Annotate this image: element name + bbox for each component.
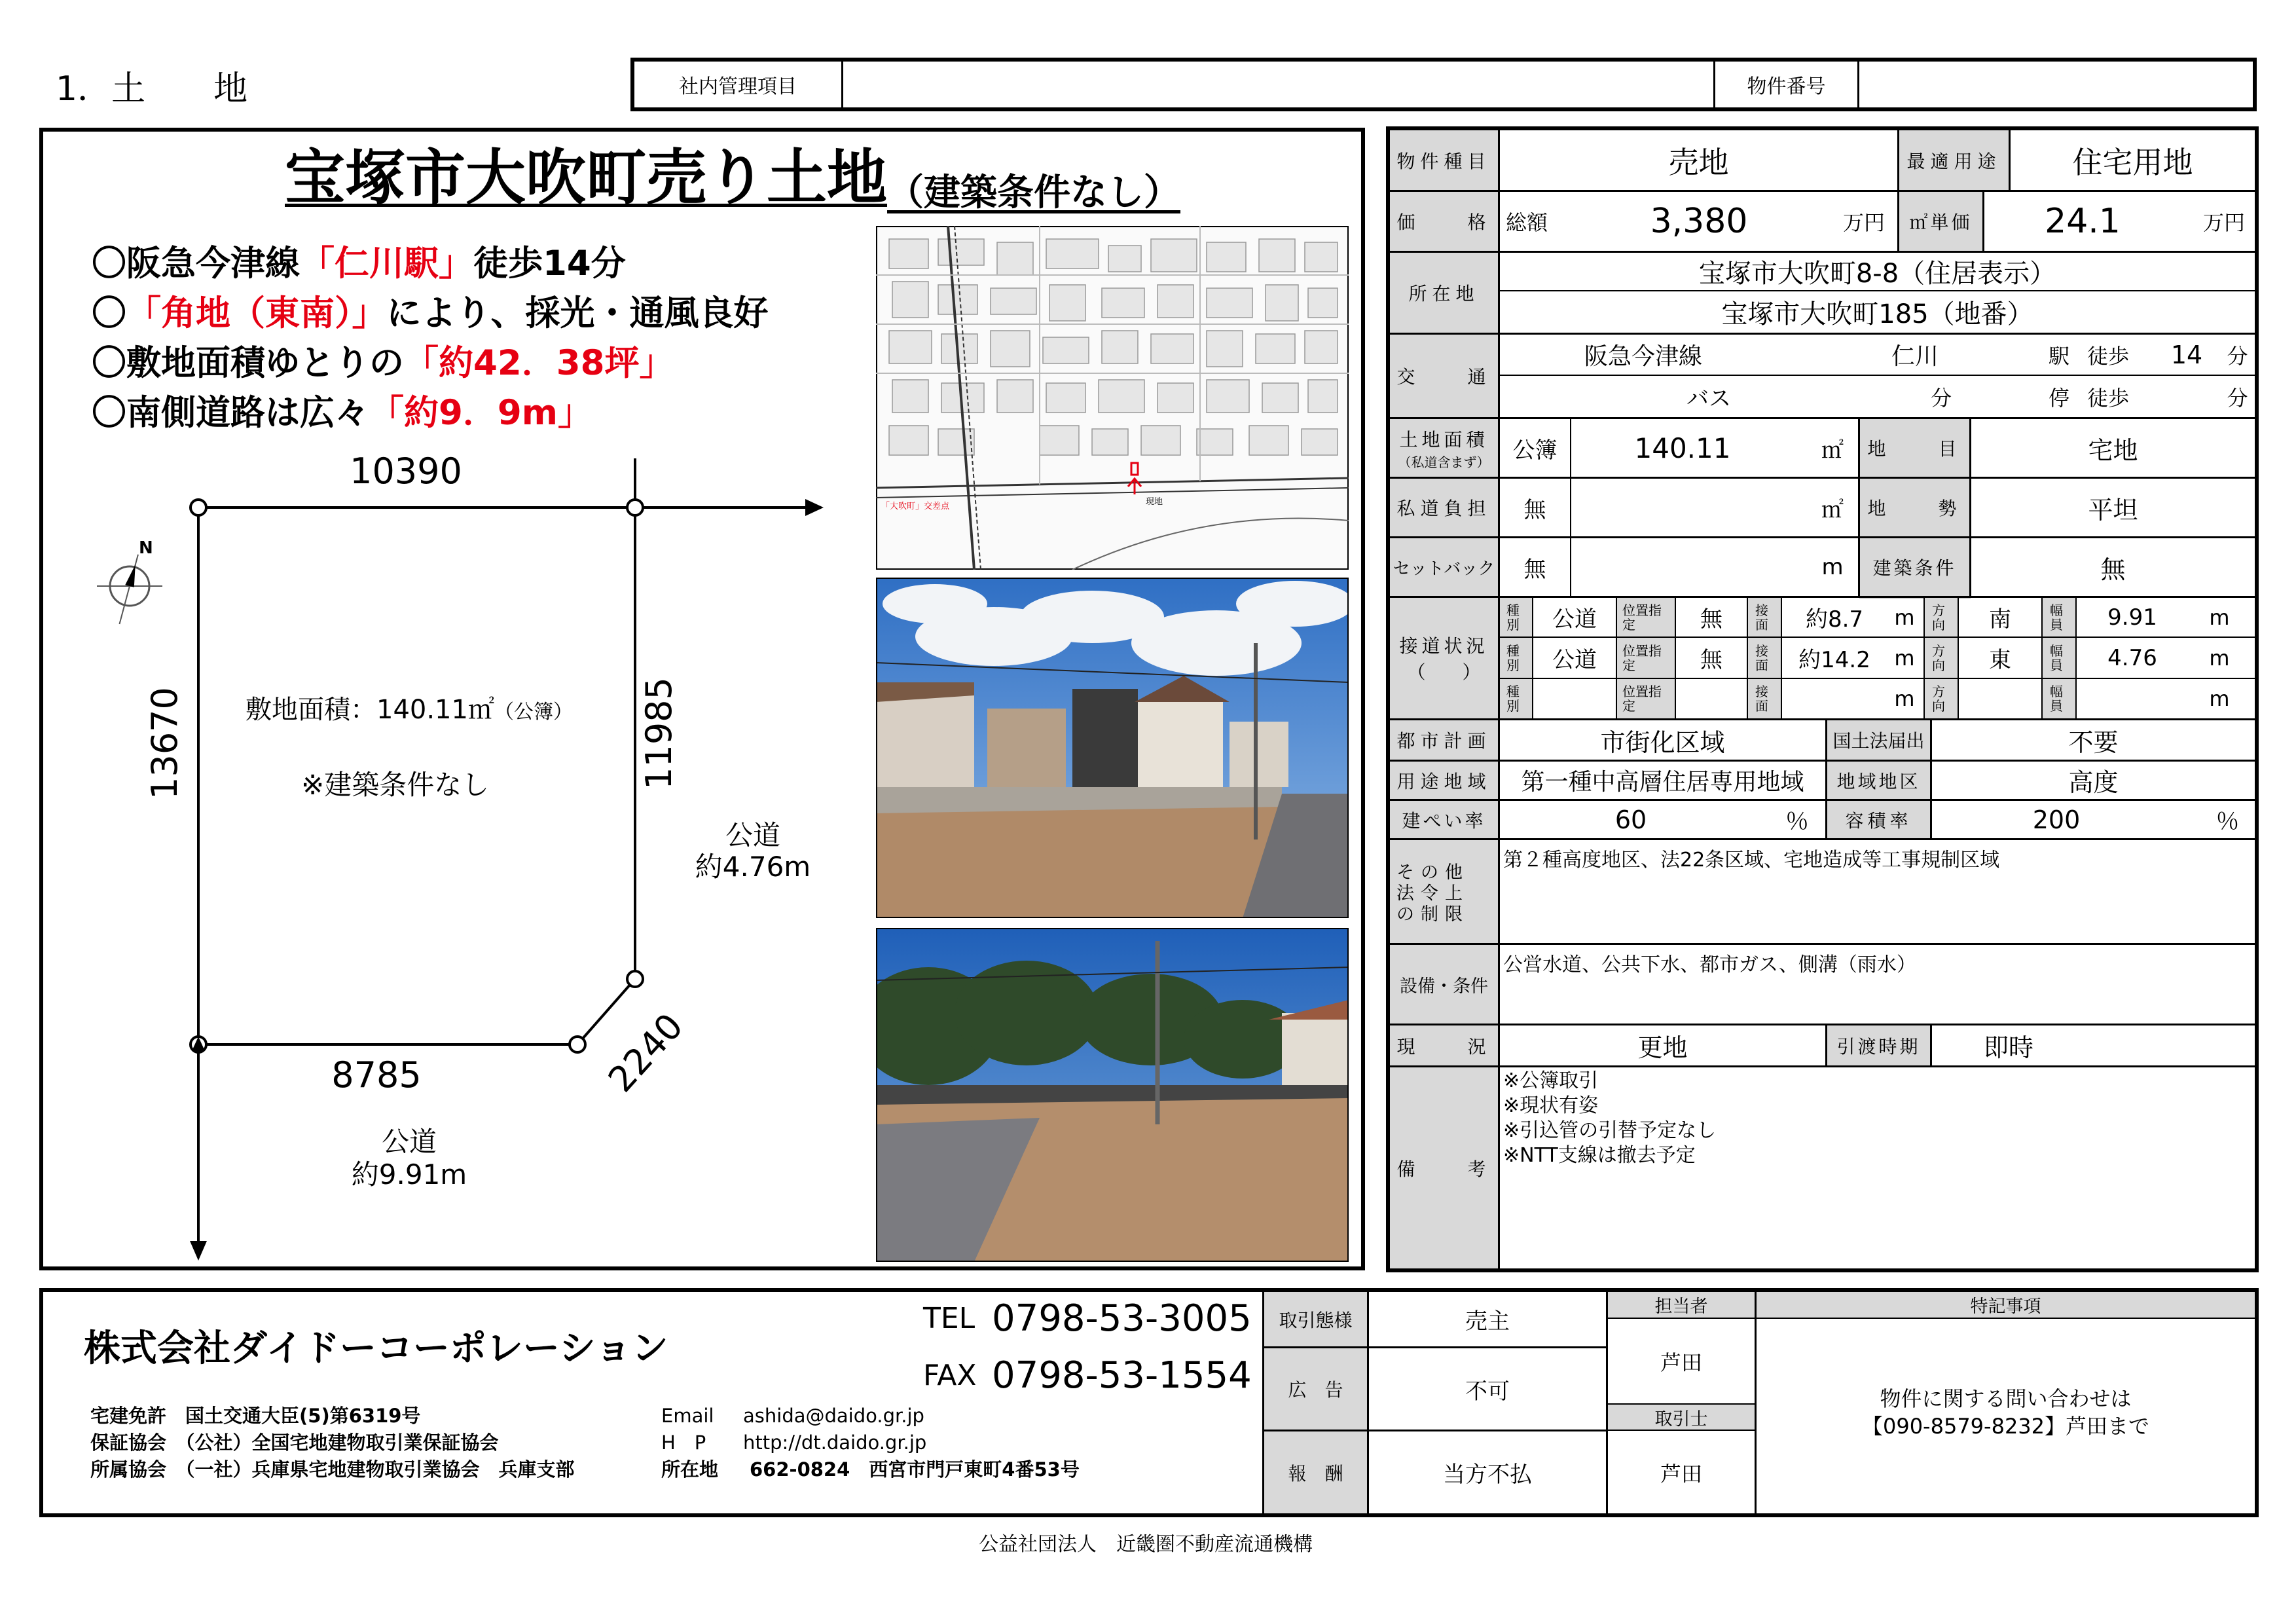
kokudo-value: 不要 (2068, 728, 2119, 757)
land-area-value: 140.11 (1634, 432, 1731, 464)
remark-item: ※引込管の引替予定なし (1503, 1119, 1717, 1142)
special-line: 【090-8579-8232】芦田まで (1861, 1414, 2150, 1439)
road-access-label: 接道状況 (1399, 635, 1489, 657)
road-2-frontage-unit: m (1894, 645, 1915, 671)
company-details (90, 1403, 575, 1483)
svg-text:「大吹町」交差点: 「大吹町」交差点 (881, 502, 950, 511)
site-photo-east (876, 578, 1349, 918)
price-unit: 万円 (1843, 210, 1886, 235)
bcr-value: 60 (1614, 805, 1647, 834)
feature-item: 〇阪急今津線「仁川駅」徒歩14分 (92, 244, 626, 284)
fee-label: 報 酬 (1288, 1462, 1343, 1485)
road-1-frontage: 約8.7 (1805, 606, 1864, 633)
staff-value: 芦田 (1660, 1350, 1702, 1375)
road-shitei-label: 位置指定 (1622, 684, 1662, 714)
site-area: 敷地面積：140.11㎡（公簿） (246, 695, 573, 725)
remark-item: ※NTT支線は撤去予定 (1503, 1144, 1696, 1167)
bus-label: バス (1686, 386, 1731, 412)
footer-org: 公益社団法人 近畿圏不動産流通機構 (979, 1533, 1313, 1556)
train-line: 阪急今津線 (1584, 343, 1702, 370)
addr-value: 662-0824 西宮市門戸東町4番53号 (750, 1458, 1080, 1481)
road-access-paren: （ ） (1407, 661, 1481, 683)
bus-minutes: 分 (1930, 385, 1952, 411)
road-dir-label: 方向 (1932, 684, 1945, 714)
delivery-label: 引渡時期 (1836, 1035, 1921, 1058)
land-area-unit: ㎡ (1821, 437, 1844, 464)
email-link[interactable]: ashida@daido.gr.jp (743, 1405, 924, 1427)
station-suffix: 駅 (2048, 343, 2069, 369)
road-2-direction: 東 (1989, 647, 2011, 673)
road-front-label: 接面 (1755, 684, 1768, 714)
north-compass-icon (97, 538, 162, 624)
feature-list (92, 239, 769, 438)
land-area-label: 土地面積 (1399, 428, 1489, 451)
district-label: 地域地区 (1836, 770, 1921, 792)
remarks-list (1503, 1069, 1716, 1168)
fax-label: FAX (923, 1358, 977, 1392)
price-value: 3,380 (1650, 202, 1748, 241)
dim-corner: 2240 (600, 1005, 691, 1100)
unit-price-unit: 万円 (2203, 210, 2246, 235)
special-notes (1757, 1385, 2255, 1440)
special-line: 物件に関する問い合わせは (1880, 1386, 2132, 1411)
remarks-label: 備 考 (1396, 1158, 1491, 1180)
road-front-label: 接面 (1755, 642, 1768, 673)
road-1-direction: 南 (1989, 606, 2011, 633)
remark-item: ※現状有姿 (1503, 1094, 1599, 1117)
headline (285, 138, 1180, 216)
guarantee-value: （公社）全国宅地建物取引業保証協会 (185, 1431, 499, 1454)
bcr-label: 建ぺい率 (1402, 809, 1486, 832)
road-dir-label: 方向 (1932, 602, 1945, 633)
road-shitei-label: 位置指定 (1622, 642, 1662, 673)
ad-value: 不可 (1465, 1378, 1510, 1405)
tel-label: TEL (923, 1301, 975, 1335)
setback-unit: m (1821, 554, 1844, 580)
agent-value: 芦田 (1660, 1461, 1702, 1486)
road-1-kind: 公道 (1552, 606, 1597, 633)
feature-item: 〇南側道路は広々「約9．9m」 (92, 393, 592, 433)
plot-diagram (79, 445, 851, 1264)
far-unit: ％ (2215, 808, 2240, 835)
walk-minutes: 14 (2170, 340, 2203, 369)
kokudo-label: 国土法届出 (1832, 730, 1925, 752)
address-lot: 宝塚市大吹町185（地番） (1721, 299, 2033, 329)
zone-value: 第一種中高層住居専用地域 (1521, 769, 1804, 796)
price-total-label: 総額 (1506, 210, 1548, 235)
road-1-width-unit: m (2209, 604, 2230, 630)
hp-link[interactable]: http://dt.daido.gr.jp (743, 1431, 927, 1454)
other-label: その他法令上の制限 (1396, 862, 1469, 925)
road-width-label: 幅員 (2050, 602, 2063, 633)
land-area-basis: 公簿 (1512, 437, 1558, 464)
private-road-unit: ㎡ (1821, 496, 1844, 523)
fee-value: 当方不払 (1443, 1462, 1532, 1488)
stop-walk-unit: 分 (2227, 385, 2248, 411)
price-label: 価 格 (1396, 212, 1491, 233)
road-shitei-label: 位置指定 (1622, 602, 1662, 633)
traffic-label: 交 通 (1396, 366, 1491, 388)
district-value: 高度 (2068, 768, 2119, 797)
road-3-width-unit: m (2209, 686, 2230, 711)
site-photo-south (876, 928, 1349, 1262)
road-kind-label: 種別 (1506, 684, 1520, 714)
zone-label: 用途地域 (1396, 770, 1491, 792)
setback-value: 無 (1523, 556, 1546, 583)
walk-label: 徒歩 (2086, 343, 2129, 369)
dim-top: 10390 (350, 451, 462, 492)
other-value: 第２種高度地区、法22条区域、宅地造成等工事規制区域 (1503, 849, 2000, 872)
special-label: 特記事項 (1970, 1297, 2041, 1317)
road-1-frontage-unit: m (1894, 604, 1915, 630)
private-road-value: 無 (1523, 496, 1546, 523)
far-value: 200 (2032, 805, 2081, 834)
road-kind-label: 種別 (1506, 602, 1520, 633)
deal-mode-label: 取引態様 (1279, 1309, 1353, 1331)
dim-right: 11985 (638, 677, 680, 790)
road-1-shitei: 無 (1700, 606, 1722, 633)
svg-text:現地: 現地 (1146, 497, 1163, 507)
far-label: 容積率 (1845, 809, 1912, 832)
headline-sub: （建築条件なし） (887, 172, 1181, 214)
headline-main: 宝塚市大吹町売り土地 (285, 143, 888, 213)
company-contact (661, 1403, 1080, 1483)
guarantee-label: 保証協会 (90, 1431, 167, 1454)
road-2-width-unit: m (2209, 645, 2230, 671)
east-road-width: 約4.76m (695, 851, 811, 883)
ad-label: 広 告 (1288, 1379, 1343, 1401)
road-kind-label: 種別 (1506, 642, 1520, 673)
agent-label: 取引士 (1654, 1409, 1708, 1430)
build-condition: ※建築条件なし (301, 769, 490, 801)
facility-label: 設備・条件 (1400, 976, 1488, 997)
stop-walk-label: 徒歩 (2086, 385, 2129, 411)
staff-label: 担当者 (1654, 1297, 1708, 1317)
mgmt-label: 社内管理項目 (679, 75, 797, 98)
address-residential: 宝塚市大吹町8-8（住居表示） (1698, 259, 2056, 289)
east-road-label: 公道 (725, 819, 781, 851)
address-label: 所在地 (1408, 283, 1480, 304)
type-label: 物件種目 (1396, 150, 1491, 172)
assoc-label: 所属協会 (90, 1458, 167, 1481)
terrain-value: 平坦 (2088, 495, 2138, 525)
tel-number: 0798-53-3005 (992, 1297, 1252, 1340)
private-road-label: 私道負担 (1396, 498, 1491, 519)
dim-bottom: 8785 (331, 1054, 422, 1096)
feature-item: 〇敷地面積ゆとりの「約42．38坪」 (92, 343, 674, 383)
remark-item: ※公簿取引 (1503, 1069, 1599, 1092)
hp-label: H P (661, 1431, 706, 1454)
fax-number: 0798-53-1554 (992, 1354, 1252, 1397)
city-plan-label: 都市計画 (1396, 730, 1491, 752)
use-label: 最適用途 (1906, 150, 2001, 172)
land-area-note: （私道含まず） (1398, 454, 1490, 470)
svg-text:N: N (139, 538, 153, 558)
road-1-width: 9.91 (2107, 604, 2157, 631)
road-2-kind: 公道 (1552, 647, 1597, 673)
build-condition-label: 建築条件 (1872, 557, 1957, 579)
property-number-value[interactable] (1859, 62, 2252, 107)
facility-value: 公営水道、公共下水、都市ガス、側溝（雨水） (1503, 953, 1916, 976)
dim-left: 13670 (144, 687, 185, 800)
south-road-width: 約9.91m (351, 1158, 467, 1190)
city-plan-value: 市街化区域 (1600, 728, 1725, 757)
bcr-unit: ％ (1785, 808, 1809, 835)
status-value: 更地 (1637, 1033, 1688, 1062)
company-name: 株式会社ダイドーコーポレーション (84, 1327, 668, 1370)
assoc-value: （一社）兵庫県宅地建物取引業協会 兵庫支部 (185, 1458, 575, 1481)
road-3-frontage-unit: m (1894, 686, 1915, 711)
status-label: 現 況 (1396, 1035, 1491, 1058)
use-value: 住宅用地 (2072, 144, 2193, 180)
road-2-shitei: 無 (1700, 647, 1722, 673)
feature-item: 〇「角地（東南）」により、採光・通風良好 (92, 293, 769, 333)
build-condition-value: 無 (2100, 555, 2126, 584)
stop-label: 停 (2048, 385, 2069, 411)
type-value: 売地 (1668, 144, 1729, 180)
property-number-label: 物件番号 (1747, 75, 1826, 98)
unit-price-value: 24.1 (2045, 202, 2121, 241)
chimoku-label: 地 目 (1867, 438, 1962, 460)
section-title: 1．土 地 (56, 69, 248, 109)
road-2-frontage: 約14.2 (1798, 647, 1870, 673)
setback-label: セットバック (1393, 559, 1495, 579)
deal-mode-value: 売主 (1465, 1308, 1510, 1335)
mgmt-value[interactable] (843, 62, 1713, 107)
license-value: 国土交通大臣(5)第6319号 (185, 1405, 421, 1427)
chimoku-value: 宅地 (2088, 435, 2138, 465)
addr-label: 所在地 (661, 1458, 719, 1481)
terrain-label: 地 勢 (1867, 498, 1962, 519)
road-front-label: 接面 (1755, 602, 1768, 633)
station: 仁川 (1891, 343, 1939, 370)
south-road-label: 公道 (381, 1126, 437, 1158)
unit-price-label: ㎡単価 (1909, 212, 1973, 233)
road-width-label: 幅員 (2050, 642, 2063, 673)
email-label: Email (661, 1405, 714, 1427)
road-access-label-cell (1390, 598, 1498, 718)
walk-unit: 分 (2227, 343, 2248, 369)
road-dir-label: 方向 (1932, 642, 1945, 673)
road-width-label: 幅員 (2050, 684, 2063, 714)
road-2-width: 4.76 (2107, 644, 2157, 671)
license-label: 宅建免許 (90, 1405, 167, 1427)
delivery-value: 即時 (1984, 1033, 2034, 1062)
land-area-label-cell (1390, 419, 1498, 477)
location-map (876, 226, 1349, 570)
